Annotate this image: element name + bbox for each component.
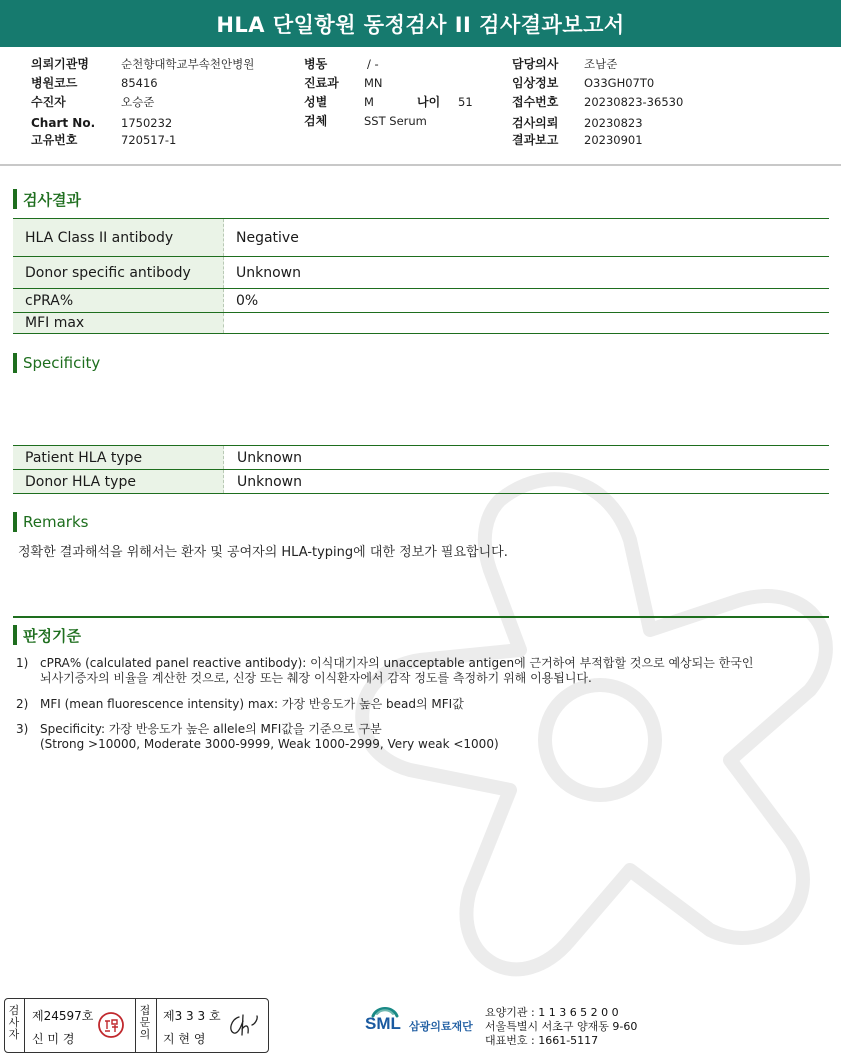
unique-no-value: 720517-1 bbox=[121, 133, 177, 147]
hla-type-value: Unknown bbox=[237, 473, 302, 490]
result-label: Donor specific antibody bbox=[13, 257, 224, 288]
department-value: MN bbox=[364, 76, 383, 90]
sex-value: M bbox=[364, 95, 374, 109]
request-date-label: 검사의뢰 bbox=[512, 116, 559, 130]
hla-type-label: Donor HLA type bbox=[13, 470, 224, 493]
signature-box bbox=[4, 998, 269, 1053]
org-code: 요양기관 : 1 1 3 6 5 2 0 0 bbox=[485, 1006, 619, 1019]
physician-label: 담당의사 bbox=[512, 57, 559, 71]
section-remarks bbox=[13, 511, 88, 533]
box-divider bbox=[156, 999, 157, 1052]
chart-no-label: Chart No. bbox=[31, 116, 96, 130]
report-date-value: 20230901 bbox=[584, 133, 643, 147]
result-row bbox=[13, 256, 829, 288]
hla-type-value: Unknown bbox=[237, 449, 302, 466]
box-divider bbox=[24, 999, 25, 1052]
hla-type-row bbox=[13, 469, 829, 494]
section-specificity-title: Specificity bbox=[23, 354, 101, 372]
patient-info bbox=[0, 47, 841, 165]
approver-role-label bbox=[137, 1005, 153, 1041]
unique-no-label: 고유번호 bbox=[31, 133, 78, 147]
result-value: 0% bbox=[236, 292, 259, 309]
criteria-line: cPRA% (calculated panel reactive antibody): 이식대기자의 unacceptable antigen에 근거하여 부적합할 것으로 예상되는 한국인 bbox=[40, 656, 754, 670]
result-row bbox=[13, 218, 829, 256]
section-criteria-title: 판정기준 bbox=[23, 626, 81, 645]
ward-label: 병동 bbox=[304, 57, 328, 71]
physician-value: 조남준 bbox=[584, 57, 618, 71]
approver-role-text: 접문의 bbox=[139, 1004, 151, 1041]
org-name: 삼광의료재단 bbox=[409, 1020, 473, 1033]
approver-license-no: 제3 3 3 호 bbox=[163, 1009, 221, 1023]
patient-value: 오승준 bbox=[121, 95, 155, 109]
org-phone: 대표번호 : 1661-5117 bbox=[485, 1034, 599, 1047]
requesting-institution-value: 순천향대학교부속천안병원 bbox=[121, 57, 255, 71]
clinical-info-label: 임상정보 bbox=[512, 76, 559, 90]
result-label: MFI max bbox=[13, 313, 224, 333]
section-marker bbox=[13, 625, 17, 645]
requesting-institution-label: 의뢰기관명 bbox=[31, 57, 89, 71]
sex-label: 성별 bbox=[304, 95, 328, 109]
result-label: cPRA% bbox=[13, 289, 224, 312]
chart-no-value: 1750232 bbox=[121, 116, 173, 130]
result-row bbox=[13, 288, 829, 312]
section-marker bbox=[13, 512, 17, 532]
accession-no-value: 20230823-36530 bbox=[584, 95, 684, 109]
patient-label: 수진자 bbox=[31, 95, 66, 109]
specimen-value: SST Serum bbox=[364, 114, 427, 128]
approver-name: 지 현 영 bbox=[163, 1032, 206, 1046]
approver-signature bbox=[225, 1011, 261, 1041]
section-specificity bbox=[13, 352, 100, 374]
sml-logo bbox=[365, 1002, 480, 1052]
age-value: 51 bbox=[458, 95, 473, 109]
specimen-label: 검체 bbox=[304, 114, 328, 128]
section-results bbox=[13, 188, 81, 210]
section-marker bbox=[13, 189, 17, 209]
result-row bbox=[13, 312, 829, 334]
report-title: HLA 단일항원 동정검사 II 검사결과보고서 bbox=[0, 0, 841, 47]
box-divider bbox=[135, 999, 136, 1052]
age-label: 나이 bbox=[417, 95, 441, 109]
criteria-line: 뇌사기증자의 비율을 계산한 것으로, 신장 또는 췌장 이식환자에서 감작 정도를 측정하기 위해 이용됩니다. bbox=[40, 671, 592, 685]
section-criteria bbox=[13, 624, 81, 646]
hospital-code-label: 병원코드 bbox=[31, 76, 78, 90]
clinical-info-value: O33GH07T0 bbox=[584, 76, 655, 90]
criteria-line: Specificity: 가장 반응도가 높은 allele의 MFI값을 기준으로 구분 bbox=[40, 722, 382, 736]
criteria-item bbox=[16, 722, 816, 754]
request-date-value: 20230823 bbox=[584, 116, 643, 130]
department-label: 진료과 bbox=[304, 76, 339, 90]
criteria-number: 3) bbox=[16, 722, 29, 736]
section-remarks-title: Remarks bbox=[23, 513, 89, 531]
criteria-divider bbox=[13, 616, 829, 618]
criteria-line: (Strong >10000, Moderate 3000-9999, Weak 1000-2999, Very weak <1000) bbox=[40, 737, 499, 751]
hla-type-label: Patient HLA type bbox=[13, 446, 224, 469]
sml-logo-text: SML bbox=[365, 1014, 401, 1033]
result-value: Unknown bbox=[236, 264, 301, 281]
hospital-code-value: 85416 bbox=[121, 76, 158, 90]
result-value: Negative bbox=[236, 229, 299, 246]
hla-type-row bbox=[13, 445, 829, 469]
org-address: 서울특별시 서초구 양재동 9-60 bbox=[485, 1020, 638, 1033]
criteria-item bbox=[16, 697, 816, 713]
report-date-label: 결과보고 bbox=[512, 133, 559, 147]
ward-value: / - bbox=[367, 57, 379, 71]
criteria-number: 2) bbox=[16, 697, 29, 711]
header-divider bbox=[0, 164, 841, 166]
criteria-line: MFI (mean fluorescence intensity) max: 가장 반응도가 높은 bead의 MFI값 bbox=[40, 697, 464, 711]
tester-license-no: 제24597호 bbox=[32, 1009, 94, 1023]
tester-name: 신 미 경 bbox=[32, 1032, 75, 1046]
accession-no-label: 접수번호 bbox=[512, 95, 559, 109]
remark-text: 정확한 결과해석을 위해서는 환자 및 공여자의 HLA-typing에 대한 정보가 필요합니다. bbox=[18, 545, 508, 560]
tester-role-text: 검사자 bbox=[8, 1004, 20, 1041]
tester-seal-stamp bbox=[97, 1011, 125, 1039]
criteria-number: 1) bbox=[16, 656, 29, 670]
section-marker bbox=[13, 353, 17, 373]
criteria-item bbox=[16, 656, 816, 688]
section-results-title: 검사결과 bbox=[23, 190, 81, 209]
tester-role-label bbox=[6, 1005, 22, 1041]
result-label: HLA Class II antibody bbox=[13, 219, 224, 256]
